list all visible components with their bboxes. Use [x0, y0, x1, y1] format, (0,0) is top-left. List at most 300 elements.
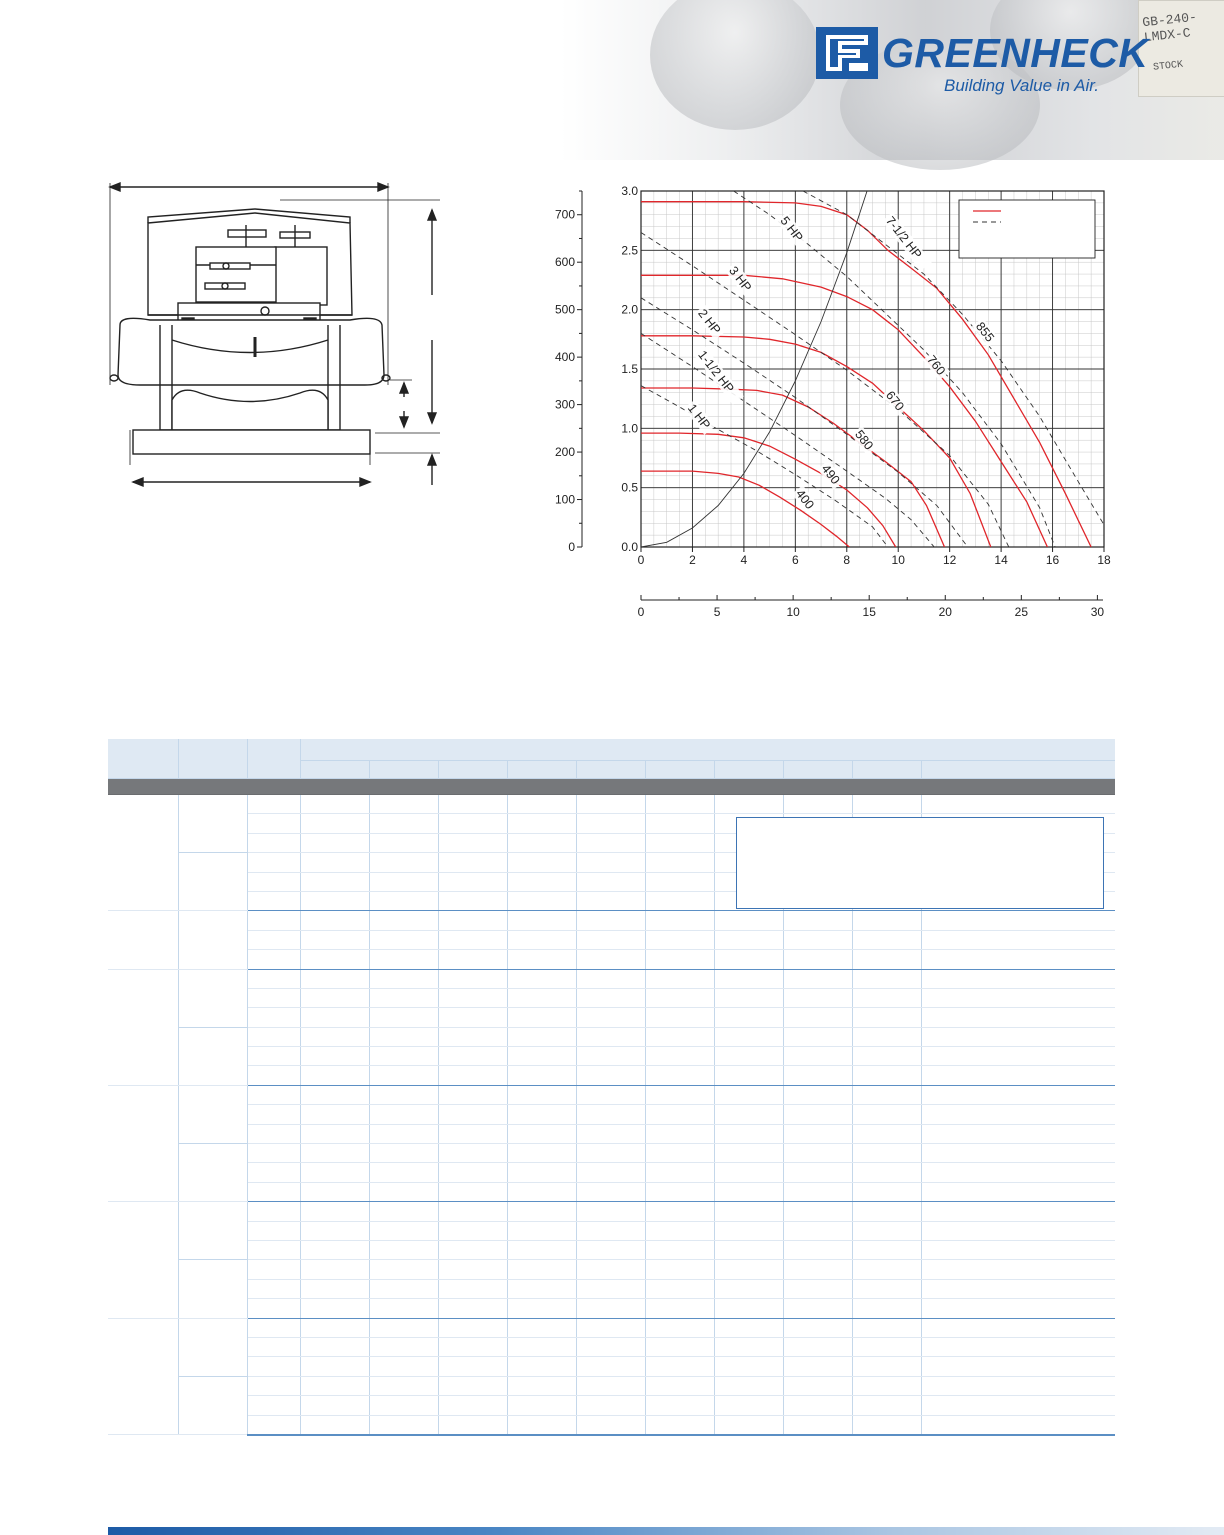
group-cell [108, 911, 178, 969]
table-cell [438, 1202, 507, 1221]
table-cell [576, 1066, 645, 1085]
table-cell [783, 1182, 852, 1201]
table-cell [507, 1085, 576, 1104]
table-cell [576, 1396, 645, 1415]
table-cell [645, 950, 714, 969]
table-cell [438, 1396, 507, 1415]
table-cell [714, 1085, 783, 1104]
table-cell [369, 1182, 438, 1201]
brand-tagline: Building Value in Air. [944, 76, 1099, 95]
table-cell [921, 1279, 1115, 1298]
table-cell [507, 1260, 576, 1279]
table-cell [438, 853, 507, 872]
table-cell [714, 1415, 783, 1435]
table-cell [576, 1415, 645, 1435]
table-cell [921, 1318, 1115, 1337]
table-cell [576, 795, 645, 814]
table-cell [645, 930, 714, 949]
table-cell [645, 853, 714, 872]
table-cell [369, 1260, 438, 1279]
table-cell [507, 1027, 576, 1046]
table-cell [507, 833, 576, 852]
table-cell [852, 969, 921, 988]
table-cell [921, 1124, 1115, 1143]
secondary-x-tick-label: 10 [786, 605, 800, 619]
table-cell [507, 969, 576, 988]
secondary-y-tick-label: 0 [568, 540, 575, 554]
table-cell [645, 1240, 714, 1259]
table-cell [369, 911, 438, 930]
table-cell [300, 1376, 369, 1395]
table-cell [852, 1260, 921, 1279]
header-cell [714, 761, 783, 779]
table-cell [645, 1396, 714, 1415]
table-cell [576, 988, 645, 1007]
table-cell [714, 1279, 783, 1298]
table-cell [300, 1299, 369, 1318]
table-cell [921, 795, 1115, 814]
table-cell [921, 988, 1115, 1007]
table-cell [921, 1415, 1115, 1435]
y-tick-label: 2.0 [621, 302, 638, 317]
table-cell [247, 1027, 300, 1046]
table-row [108, 1163, 1115, 1182]
table-cell [852, 1221, 921, 1240]
table-cell [576, 1299, 645, 1318]
table-cell [300, 1396, 369, 1415]
table-cell [645, 1221, 714, 1240]
curve-label [851, 426, 878, 455]
table-row [108, 1182, 1115, 1201]
table-cell [576, 1221, 645, 1240]
table-cell [921, 1085, 1115, 1104]
brand-name: GREENHECK [882, 30, 1149, 76]
table-cell [247, 1105, 300, 1124]
table-cell [576, 1027, 645, 1046]
table-cell [576, 891, 645, 910]
table-cell [714, 1357, 783, 1376]
table-cell [783, 1105, 852, 1124]
table-cell [852, 1124, 921, 1143]
x-tick-label: 14 [994, 553, 1008, 567]
table-row [108, 1027, 1115, 1046]
table-cell [921, 1144, 1115, 1163]
table-cell [645, 1337, 714, 1356]
table-cell [921, 969, 1115, 988]
table-cell [783, 1240, 852, 1259]
table-cell [921, 1202, 1115, 1221]
table-row [108, 911, 1115, 930]
table-cell [576, 1182, 645, 1201]
table-cell [300, 1144, 369, 1163]
header-cell-span [300, 739, 1115, 761]
table-cell [783, 1047, 852, 1066]
product-label-sticker [1138, 0, 1224, 97]
curve-label-text: 400 [792, 486, 817, 512]
table-cell [300, 1357, 369, 1376]
table-cell [645, 911, 714, 930]
table-cell [507, 911, 576, 930]
table-cell [576, 1047, 645, 1066]
table-cell [369, 1299, 438, 1318]
table-row [108, 1415, 1115, 1435]
table-cell [783, 1357, 852, 1376]
chart-legend [959, 200, 1095, 258]
table-cell [300, 1105, 369, 1124]
table-cell [438, 1337, 507, 1356]
table-cell [507, 891, 576, 910]
table-cell [714, 911, 783, 930]
table-cell [576, 1085, 645, 1104]
table-cell [300, 795, 369, 814]
secondary-y-tick-label: 200 [554, 445, 575, 460]
table-cell [921, 1163, 1115, 1182]
table-cell [783, 1415, 852, 1435]
table-note-box [736, 817, 1104, 909]
table-cell [576, 1318, 645, 1337]
table-cell [783, 1318, 852, 1337]
table-cell [576, 1357, 645, 1376]
x-tick-label: 2 [689, 553, 696, 567]
table-cell [369, 814, 438, 833]
curve-label-text: 5 HP [777, 213, 806, 245]
secondary-y-tick-label: 400 [554, 350, 575, 365]
table-row [108, 1085, 1115, 1104]
table-cell [507, 1240, 576, 1259]
table-cell [714, 930, 783, 949]
table-row [108, 1221, 1115, 1240]
table-cell [852, 1279, 921, 1298]
table-cell [714, 1163, 783, 1182]
table-cell [576, 833, 645, 852]
table-cell [714, 950, 783, 969]
table-cell [507, 853, 576, 872]
table-cell [576, 1202, 645, 1221]
table-cell [921, 1221, 1115, 1240]
table-cell [369, 1221, 438, 1240]
fan-performance-chart [540, 180, 1120, 625]
table-cell [507, 1008, 576, 1027]
table-row [108, 1279, 1115, 1298]
table-cell [369, 1337, 438, 1356]
table-cell [576, 1260, 645, 1279]
table-cell [576, 1337, 645, 1356]
table-cell [921, 1396, 1115, 1415]
table-cell [438, 930, 507, 949]
table-row [108, 1240, 1115, 1259]
table-cell [852, 930, 921, 949]
table-cell [438, 891, 507, 910]
table-cell [921, 1105, 1115, 1124]
table-cell [852, 1066, 921, 1085]
table-cell [300, 1202, 369, 1221]
table-cell [645, 1357, 714, 1376]
series-line-400 [641, 471, 849, 547]
table-cell [247, 1299, 300, 1318]
table-cell [576, 930, 645, 949]
table-cell [783, 1376, 852, 1395]
table-cell [714, 1047, 783, 1066]
table-cell [369, 872, 438, 891]
table-cell [247, 1221, 300, 1240]
table-cell [300, 1260, 369, 1279]
table-cell [507, 1337, 576, 1356]
table-row [108, 1376, 1115, 1395]
header-cell [645, 761, 714, 779]
table-cell [645, 1124, 714, 1143]
table-cell [438, 1415, 507, 1435]
table-cell [645, 795, 714, 814]
header-cell [369, 761, 438, 779]
subgroup-cell [178, 1376, 247, 1435]
table-cell [438, 1066, 507, 1085]
table-cell [645, 1299, 714, 1318]
table-cell [369, 1066, 438, 1085]
table-cell [438, 1318, 507, 1337]
table-cell [714, 1260, 783, 1279]
table-cell [247, 1144, 300, 1163]
table-cell [247, 1415, 300, 1435]
table-cell [438, 1027, 507, 1046]
table-cell [852, 1299, 921, 1318]
table-cell [507, 1396, 576, 1415]
subgroup-cell [178, 1318, 247, 1376]
subgroup-cell [178, 1202, 247, 1260]
curve-label-text: 1 HP [684, 401, 714, 432]
table-cell [783, 1085, 852, 1104]
table-cell [921, 1357, 1115, 1376]
x-tick-label: 10 [891, 553, 905, 567]
table-cell [645, 1202, 714, 1221]
table-cell [507, 1163, 576, 1182]
table-cell [645, 1085, 714, 1104]
table-row [108, 1202, 1115, 1221]
table-cell [576, 1163, 645, 1182]
table-cell [714, 969, 783, 988]
table-cell [507, 814, 576, 833]
table-cell [300, 872, 369, 891]
table-cell [300, 891, 369, 910]
table-row [108, 950, 1115, 969]
table-cell [300, 1066, 369, 1085]
table-cell [645, 1182, 714, 1201]
curve-label-text: 490 [818, 461, 843, 487]
table-cell [783, 1260, 852, 1279]
table-cell [852, 1085, 921, 1104]
table-cell [507, 930, 576, 949]
table-cell [645, 1027, 714, 1046]
fan-photo-shape [650, 0, 820, 130]
table-row [108, 1008, 1115, 1027]
secondary-x-tick-label: 0 [637, 605, 645, 619]
curve-label [776, 212, 808, 247]
table-cell [576, 950, 645, 969]
table-cell [300, 1221, 369, 1240]
table-cell [369, 1047, 438, 1066]
table-cell [714, 1182, 783, 1201]
table-cell [576, 1144, 645, 1163]
table-cell [852, 988, 921, 1007]
table-cell [300, 814, 369, 833]
header-cell [783, 761, 852, 779]
table-cell [247, 1163, 300, 1182]
table-cell [645, 1279, 714, 1298]
table-cell [645, 1260, 714, 1279]
table-cell [369, 891, 438, 910]
subgroup-cell [178, 1085, 247, 1143]
table-cell [247, 1260, 300, 1279]
table-cell [247, 1066, 300, 1085]
table-cell [714, 795, 783, 814]
table-cell [247, 1376, 300, 1395]
table-cell [369, 1376, 438, 1395]
secondary-x-tick-label: 25 [1014, 605, 1029, 619]
table-cell [576, 814, 645, 833]
table-cell [369, 795, 438, 814]
y-tick-label: 0.5 [621, 480, 638, 495]
table-cell [507, 1144, 576, 1163]
secondary-y-tick-label: 600 [554, 255, 575, 270]
table-cell [783, 1396, 852, 1415]
table-cell [369, 1163, 438, 1182]
table-cell [714, 1027, 783, 1046]
table-row [108, 1124, 1115, 1143]
table-cell [247, 1396, 300, 1415]
table-cell [921, 1047, 1115, 1066]
table-cell [507, 1299, 576, 1318]
table-cell [300, 1163, 369, 1182]
table-cell [247, 988, 300, 1007]
group-cell [108, 1318, 178, 1435]
table-cell [714, 1066, 783, 1085]
subgroup-cell [178, 1260, 247, 1318]
table-cell [645, 1415, 714, 1435]
table-cell [576, 1105, 645, 1124]
group-cell [108, 795, 178, 911]
table-cell [645, 1318, 714, 1337]
table-cell [300, 1027, 369, 1046]
table-row [108, 988, 1115, 1007]
table-cell [921, 1182, 1115, 1201]
table-cell [852, 1144, 921, 1163]
table-cell [300, 1415, 369, 1435]
table-cell [369, 853, 438, 872]
x-tick-label: 16 [1045, 553, 1060, 567]
table-cell [369, 930, 438, 949]
table-cell [438, 1299, 507, 1318]
table-cell [369, 988, 438, 1007]
table-cell [921, 1066, 1115, 1085]
table-cell [369, 1027, 438, 1046]
table-cell [576, 872, 645, 891]
table-cell [783, 1124, 852, 1143]
table-row [108, 1260, 1115, 1279]
header-cell [921, 761, 1115, 779]
table-cell [369, 1008, 438, 1027]
group-cell [108, 1085, 178, 1201]
table-cell [714, 1318, 783, 1337]
table-cell [438, 833, 507, 852]
table-cell [507, 1357, 576, 1376]
table-cell [438, 1240, 507, 1259]
table-cell [247, 1357, 300, 1376]
table-cell [714, 1376, 783, 1395]
table-cell [507, 1415, 576, 1435]
table-cell [714, 1144, 783, 1163]
table-cell [300, 969, 369, 988]
table-cell [645, 969, 714, 988]
table-cell [507, 1279, 576, 1298]
table-cell [300, 1337, 369, 1356]
series-line-3-hp [641, 233, 1009, 548]
table-cell [438, 1144, 507, 1163]
x-tick-label: 18 [1097, 553, 1111, 567]
table-cell [714, 1221, 783, 1240]
table-row [108, 969, 1115, 988]
table-cell [247, 1318, 300, 1337]
table-cell [852, 1163, 921, 1182]
curve-label [684, 400, 716, 435]
table-cell [576, 853, 645, 872]
registered-mark: ® [872, 71, 878, 80]
series-line-1-hp [641, 386, 888, 547]
curve-label-text: 7-1/2 HP [882, 213, 925, 262]
table-cell [576, 1279, 645, 1298]
table-cell [247, 1279, 300, 1298]
table-cell [852, 1357, 921, 1376]
header-photo-banner [560, 0, 1224, 160]
table-section-band [108, 779, 1115, 795]
table-cell [438, 1085, 507, 1104]
table-row [108, 1337, 1115, 1356]
table-cell [645, 833, 714, 852]
table-cell [300, 1240, 369, 1259]
table-row [108, 1318, 1115, 1337]
subgroup-cell [178, 969, 247, 1027]
table-cell [300, 988, 369, 1007]
table-cell [507, 872, 576, 891]
table-cell [247, 872, 300, 891]
table-cell [247, 1124, 300, 1143]
table-cell [852, 1182, 921, 1201]
table-cell [507, 1124, 576, 1143]
table-row [108, 1357, 1115, 1376]
table-cell [438, 1124, 507, 1143]
table-cell [783, 1337, 852, 1356]
table-cell [576, 1124, 645, 1143]
table-cell [645, 1144, 714, 1163]
table-cell [369, 969, 438, 988]
table-cell [300, 930, 369, 949]
table-cell [852, 1396, 921, 1415]
table-cell [300, 1124, 369, 1143]
table-cell [300, 1279, 369, 1298]
table-cell [438, 1182, 507, 1201]
table-cell [714, 1396, 783, 1415]
table-cell [783, 1144, 852, 1163]
curve-label [923, 351, 950, 380]
group-cell [108, 969, 178, 1085]
curve-label-text: 670 [882, 388, 907, 414]
table-cell [645, 1008, 714, 1027]
table-cell [576, 1008, 645, 1027]
table-cell [507, 1182, 576, 1201]
x-tick-label: 12 [942, 553, 957, 567]
table-cell [921, 1337, 1115, 1356]
curve-label [972, 318, 999, 347]
table-cell [783, 795, 852, 814]
x-tick-label: 6 [791, 553, 799, 567]
